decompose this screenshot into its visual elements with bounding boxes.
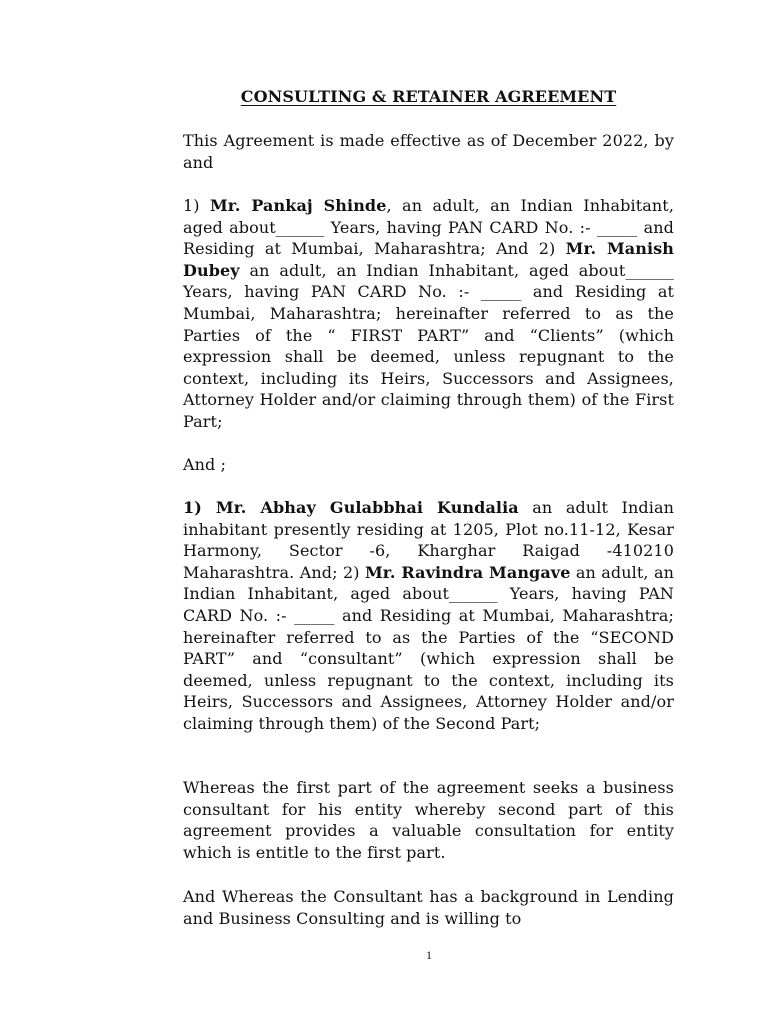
- first-party-name-2: Mr. Manish Dubey: [183, 239, 674, 280]
- document-title: CONSULTING & RETAINER AGREEMENT: [240, 87, 617, 106]
- first-party-text-1: , an adult, an Indian Inhabitant, aged about______ Years, having PAN CARD No. :- _____ and Residing at Mumbai, Maharashtra; And 2): [183, 196, 675, 259]
- intro-paragraph: This Agreement is made effective as of December 2022, by and: [183, 131, 674, 172]
- whereas-paragraph: Whereas the first part of the agreement seeks a business consultant for his entity whereby second part of this agreement provides a valuable consultation for entity which is entitle to the first part.: [183, 778, 674, 862]
- and-whereas-paragraph: And Whereas the Consultant has a background in Lending and Business Consulting and is willing to: [183, 887, 674, 928]
- page-number: 1: [426, 948, 432, 962]
- second-party-name-2: Mr. Ravindra Mangave: [364, 562, 571, 582]
- first-party-number: 1): [183, 196, 210, 215]
- first-party-name-1: Mr. Pankaj Shinde: [209, 196, 387, 215]
- second-party-text-1: an adult Indian inhabitant presently residing at 1205, Plot no.11-12, Kesar Harmony, Sector -6, Kharghar Raigad -410210 Maharashtra. And; 2): [183, 498, 674, 582]
- second-party-name-1: 1) Mr. Abhay Gulabbhai Kundalia: [183, 498, 519, 517]
- and-line: And ;: [183, 455, 227, 474]
- second-party-text-2: an adult, an Indian Inhabitant, aged about______ Years, having PAN CARD No. :- _____ and Residing at Mumbai, Maharashtra; hereinafter referred to as the Parties of the “SECOND PART” and “consultant” (which expression shall be deemed, unless repugnant to the context, including its Heirs, Successors and Assignees, Attorney Holder and/or claiming through them) of the Second Part;: [183, 562, 674, 733]
- second-part-paragraph: [183, 497, 674, 735]
- first-party-text-2: an adult, an Indian Inhabitant, aged about______ Years, having PAN CARD No. :- _____ and Residing at Mumbai, Maharashtra; hereinafter referred to as the Parties of the “ FIRST PART” and “Clients” (which expression shall be deemed, unless repugnant to the context, including its Heirs, Successors and Assignees, Attorney Holder and/or claiming through them) of the First Part;: [183, 260, 674, 431]
- first-part-paragraph: [183, 195, 674, 433]
